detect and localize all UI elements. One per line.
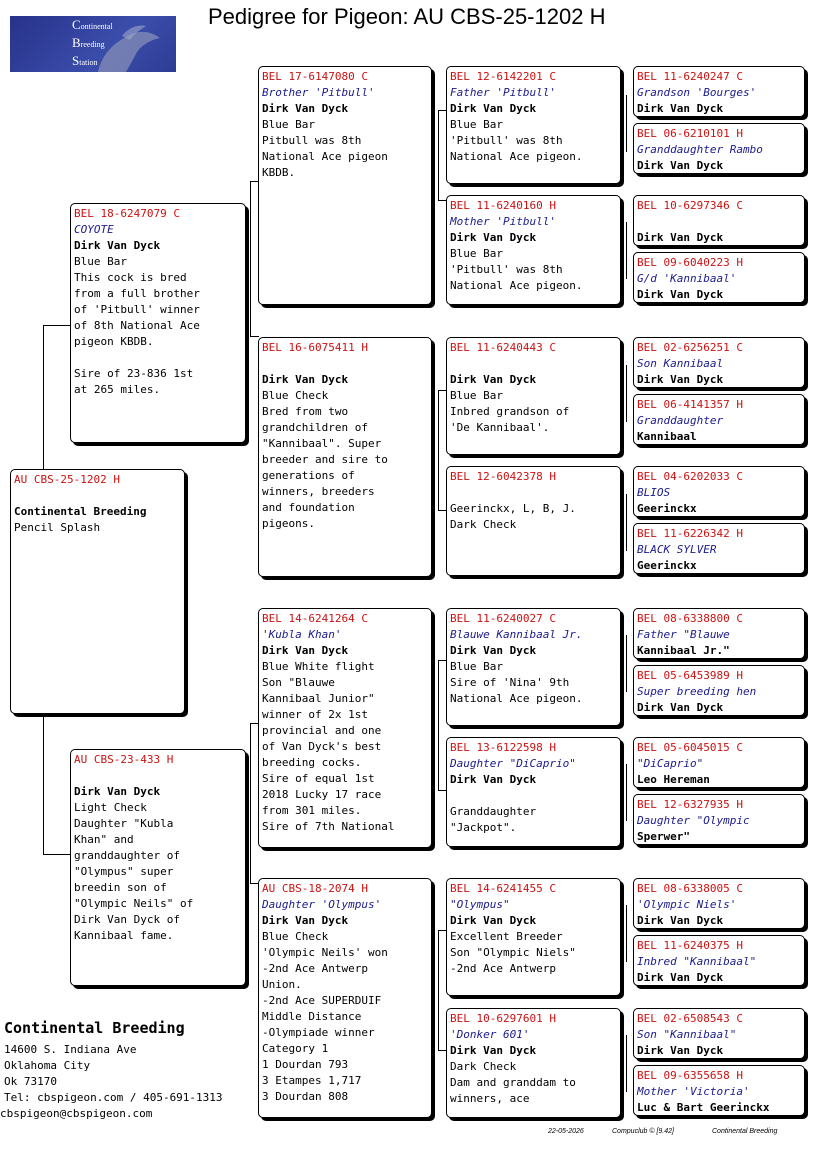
- ring-number: BEL 11-6240247 C: [637, 70, 743, 83]
- email-link[interactable]: cbspigeon@cbspigeon.com: [0, 1107, 153, 1120]
- ring-number: BEL 06-4141357 H: [637, 398, 743, 411]
- pigeon-name: Father "Blauwe: [637, 628, 730, 641]
- print-date: 22-05-2026: [548, 1128, 584, 1135]
- breeder: Dirk Van Dyck: [262, 644, 349, 657]
- breeder: Dirk Van Dyck: [450, 1044, 537, 1057]
- logo: Continental Breeding Station: [10, 16, 176, 72]
- ring-number: BEL 12-6042378 H: [450, 470, 556, 483]
- pigeon-name: 'Olympic Niels': [637, 898, 737, 911]
- ring-number: BEL 12-6327935 H: [637, 798, 743, 811]
- breeder: Dirk Van Dyck: [637, 231, 724, 244]
- ddd-card[interactable]: [446, 1008, 621, 1118]
- breeder: Dirk Van Dyck: [450, 373, 537, 386]
- notes: Blue Bar 'Pitbull' was 8th National Ace pigeon.: [450, 118, 583, 163]
- ring-number: BEL 11-6240375 H: [637, 939, 743, 952]
- great-grandparent-card[interactable]: [633, 337, 805, 388]
- ring-number: BEL 05-6453989 H: [637, 669, 743, 682]
- pigeon-name: 'Donker 601': [450, 1028, 530, 1041]
- great-grandparent-card[interactable]: [633, 1065, 805, 1116]
- breeder: Dirk Van Dyck: [450, 644, 537, 657]
- pigeon-name: Mother 'Pitbull': [450, 215, 556, 228]
- breeder: Kannibaal Jr.": [637, 644, 730, 657]
- pigeon-name: Son Kannibaal: [637, 357, 724, 370]
- breeder: Geerinckx: [637, 502, 697, 515]
- breeder: Dirk Van Dyck: [637, 373, 724, 386]
- ring-number: BEL 11-6226342 H: [637, 527, 743, 540]
- pigeon-name: Daughter "Olympic: [637, 814, 750, 827]
- ssd-card[interactable]: [446, 195, 621, 305]
- pigeon-name: Brother 'Pitbull': [262, 86, 375, 99]
- dam-dam-card[interactable]: [258, 878, 432, 1118]
- breeder: Geerinckx: [637, 559, 697, 572]
- dsd-card[interactable]: [446, 737, 621, 847]
- notes: Light Check Daughter "Kubla Khan" and granddaughter of "Olympus" super breedin son of "Olympic Neils" of Dirk Van Dyck of Kannibaal fame.: [74, 801, 194, 942]
- great-grandparent-card[interactable]: [633, 935, 805, 986]
- address-line: Ok 73170: [4, 1075, 57, 1088]
- pigeon-name: 'Kubla Khan': [262, 628, 342, 641]
- pigeon-name: "DiCaprio": [637, 757, 704, 770]
- ring-number: BEL 04-6202033 C: [637, 470, 743, 483]
- great-grandparent-card[interactable]: [633, 466, 805, 517]
- dam-sire-card[interactable]: [258, 608, 432, 848]
- ring-number: BEL 13-6122598 H: [450, 741, 556, 754]
- breeder: Kannibaal: [637, 430, 697, 443]
- pigeon-name: "Olympus": [450, 898, 510, 911]
- notes: Granddaughter "Jackpot".: [450, 805, 537, 834]
- breeder: Dirk Van Dyck: [637, 159, 724, 172]
- pigeon-name: Granddaughter: [637, 414, 724, 427]
- pigeon-name: Super breeding hen: [637, 685, 757, 698]
- notes: Blue Bar Sire of 'Nina' 9th National Ace pigeon.: [450, 660, 583, 705]
- great-grandparent-card[interactable]: [633, 878, 805, 929]
- pigeon-name: Mother 'Victoria': [637, 1085, 750, 1098]
- great-grandparent-card[interactable]: [633, 195, 805, 246]
- ring-number: BEL 10-6297601 H: [450, 1012, 556, 1025]
- business-name: Continental Breeding: [4, 1019, 185, 1037]
- contact-line: Tel: cbspigeon.com / 405-691-1313: [4, 1091, 223, 1104]
- great-grandparent-card[interactable]: [633, 1008, 805, 1059]
- ring-number: AU CBS-25-1202 H: [14, 473, 120, 486]
- breeder: Dirk Van Dyck: [262, 102, 349, 115]
- ring-number: BEL 09-6040223 H: [637, 256, 743, 269]
- breeder: Dirk Van Dyck: [262, 373, 349, 386]
- notes: Pencil Splash: [14, 521, 101, 534]
- great-grandparent-card[interactable]: [633, 394, 805, 445]
- ring-number: BEL 14-6241455 C: [450, 882, 556, 895]
- great-grandparent-card[interactable]: [633, 608, 805, 659]
- breeder: Dirk Van Dyck: [637, 1044, 724, 1057]
- pigeon-name: Inbred "Kannibaal": [637, 955, 757, 968]
- breeder: Dirk Van Dyck: [450, 914, 537, 927]
- notes: Blue White flight Son "Blauwe Kannibaal Junior" winner of 2x 1st provincial and one of Van Dyck's best breeding cocks. Sire of equal 1st 2018 Lucky 17 race from 301 miles. Sire of 7th National: [262, 660, 395, 833]
- breeder: Dirk Van Dyck: [450, 231, 537, 244]
- ring-number: AU CBS-23-433 H: [74, 753, 174, 766]
- notes: Blue Bar This cock is bred from a full brother of 'Pitbull' winner of 8th National Ace pigeon KBDB. Sire of 23-836 1st at 265 miles.: [74, 255, 200, 396]
- sire-card[interactable]: [70, 203, 246, 443]
- ring-number: BEL 08-6338800 C: [637, 612, 743, 625]
- pigeon-name: G/d 'Kannibaal': [637, 272, 737, 285]
- ring-number: AU CBS-18-2074 H: [262, 882, 368, 895]
- pigeon-name: COYOTE: [74, 223, 114, 236]
- breeder: Dirk Van Dyck: [637, 914, 724, 927]
- ring-number: BEL 02-6256251 C: [637, 341, 743, 354]
- breeder: Luc & Bart Geerinckx: [637, 1101, 770, 1114]
- notes: Dark Check Dam and granddam to winners, ace: [450, 1060, 576, 1105]
- dam-card[interactable]: [70, 749, 246, 986]
- pigeon-name: Daughter "DiCaprio": [450, 757, 576, 770]
- pigeon-name: [637, 214, 801, 230]
- breeder: Dirk Van Dyck: [637, 102, 724, 115]
- pigeon-name: Father 'Pitbull': [450, 86, 556, 99]
- great-grandparent-card[interactable]: [633, 737, 805, 788]
- address-line: Oklahoma City: [4, 1059, 91, 1072]
- ring-number: BEL 02-6508543 C: [637, 1012, 743, 1025]
- ring-number: BEL 11-6240443 C: [450, 341, 556, 354]
- footer-owner: Continental Breeding: [712, 1128, 778, 1135]
- breeder: Continental Breeding: [14, 505, 147, 518]
- breeder: Dirk Van Dyck: [450, 773, 537, 786]
- great-grandparent-card[interactable]: [633, 66, 805, 117]
- software-credit: Compuclub © [9.42]: [612, 1128, 674, 1135]
- sire-sire-card[interactable]: [258, 66, 432, 305]
- notes: Blue Bar Inbred grandson of 'De Kannibaal'.: [450, 389, 570, 434]
- breeder: Dirk Van Dyck: [74, 785, 161, 798]
- ring-number: BEL 14-6241264 C: [262, 612, 368, 625]
- page-title: Pedigree for Pigeon: AU CBS-25-1202 H: [208, 4, 606, 29]
- subject-card[interactable]: [10, 469, 185, 714]
- notes: Excellent Breeder Son "Olympic Niels" -2nd Ace Antwerp: [450, 930, 576, 975]
- pigeon-name: Son "Kannibaal": [637, 1028, 737, 1041]
- great-grandparent-card[interactable]: [633, 665, 805, 716]
- dds-card[interactable]: [446, 878, 621, 996]
- pigeon-name: Blauwe Kannibaal Jr.: [450, 628, 583, 641]
- ring-number: BEL 17-6147080 C: [262, 70, 368, 83]
- sdd-card[interactable]: [446, 466, 621, 576]
- pigeon-name: Granddaughter Rambo: [637, 143, 763, 156]
- breeder: Dirk Van Dyck: [637, 288, 724, 301]
- breeder: Dirk Van Dyck: [262, 914, 349, 927]
- pigeon-name: BLACK SYLVER: [637, 543, 717, 556]
- ring-number: BEL 16-6075411 H: [262, 341, 368, 354]
- dss-card[interactable]: [446, 608, 621, 726]
- notes: Geerinckx, L, B, J. Dark Check: [450, 502, 576, 531]
- pigeon-name: Grandson 'Bourges': [637, 86, 757, 99]
- pigeon-name: Daughter 'Olympus': [262, 898, 382, 911]
- sss-card[interactable]: [446, 66, 621, 184]
- great-grandparent-card[interactable]: [633, 123, 805, 174]
- address-line: 14600 S. Indiana Ave: [4, 1043, 137, 1056]
- notes: Blue Bar Pitbull was 8th National Ace pigeon KBDB.: [262, 118, 388, 179]
- ring-number: BEL 11-6240027 C: [450, 612, 556, 625]
- ring-number: BEL 06-6210101 H: [637, 127, 743, 140]
- great-grandparent-card[interactable]: [633, 252, 805, 303]
- ring-number: BEL 18-6247079 C: [74, 207, 180, 220]
- ring-number: BEL 05-6045015 C: [637, 741, 743, 754]
- breeder: Dirk Van Dyck: [74, 239, 161, 252]
- breeder: Sperwer": [637, 830, 690, 843]
- ring-number: BEL 11-6240160 H: [450, 199, 556, 212]
- breeder: Leo Hereman: [637, 773, 710, 786]
- ring-number: BEL 08-6338005 C: [637, 882, 743, 895]
- great-grandparent-card[interactable]: [633, 794, 805, 845]
- breeder: Dirk Van Dyck: [637, 701, 724, 714]
- breeder: Dirk Van Dyck: [450, 102, 537, 115]
- breeder: Dirk Van Dyck: [637, 971, 724, 984]
- sire-dam-card[interactable]: [258, 337, 432, 577]
- notes: Blue Check Bred from two grandchildren of "Kannibaal". Super breeder and sire to generations of winners, breeders and foundation pigeons.: [262, 389, 388, 530]
- ring-number: BEL 09-6355658 H: [637, 1069, 743, 1082]
- ring-number: BEL 10-6297346 C: [637, 199, 743, 212]
- sds-card[interactable]: [446, 337, 621, 455]
- great-grandparent-card[interactable]: [633, 523, 805, 574]
- notes: Blue Check 'Olympic Neils' won -2nd Ace Antwerp Union. -2nd Ace SUPERDUIF Middle Distance -Olympiade winner Category 1 1 Dourdan 793 3 Etampes 1,717 3 Dourdan 808: [262, 930, 388, 1103]
- pigeon-name: BLIOS: [637, 486, 671, 499]
- notes: Blue Bar 'Pitbull' was 8th National Ace pigeon.: [450, 247, 583, 292]
- ring-number: BEL 12-6142201 C: [450, 70, 556, 83]
